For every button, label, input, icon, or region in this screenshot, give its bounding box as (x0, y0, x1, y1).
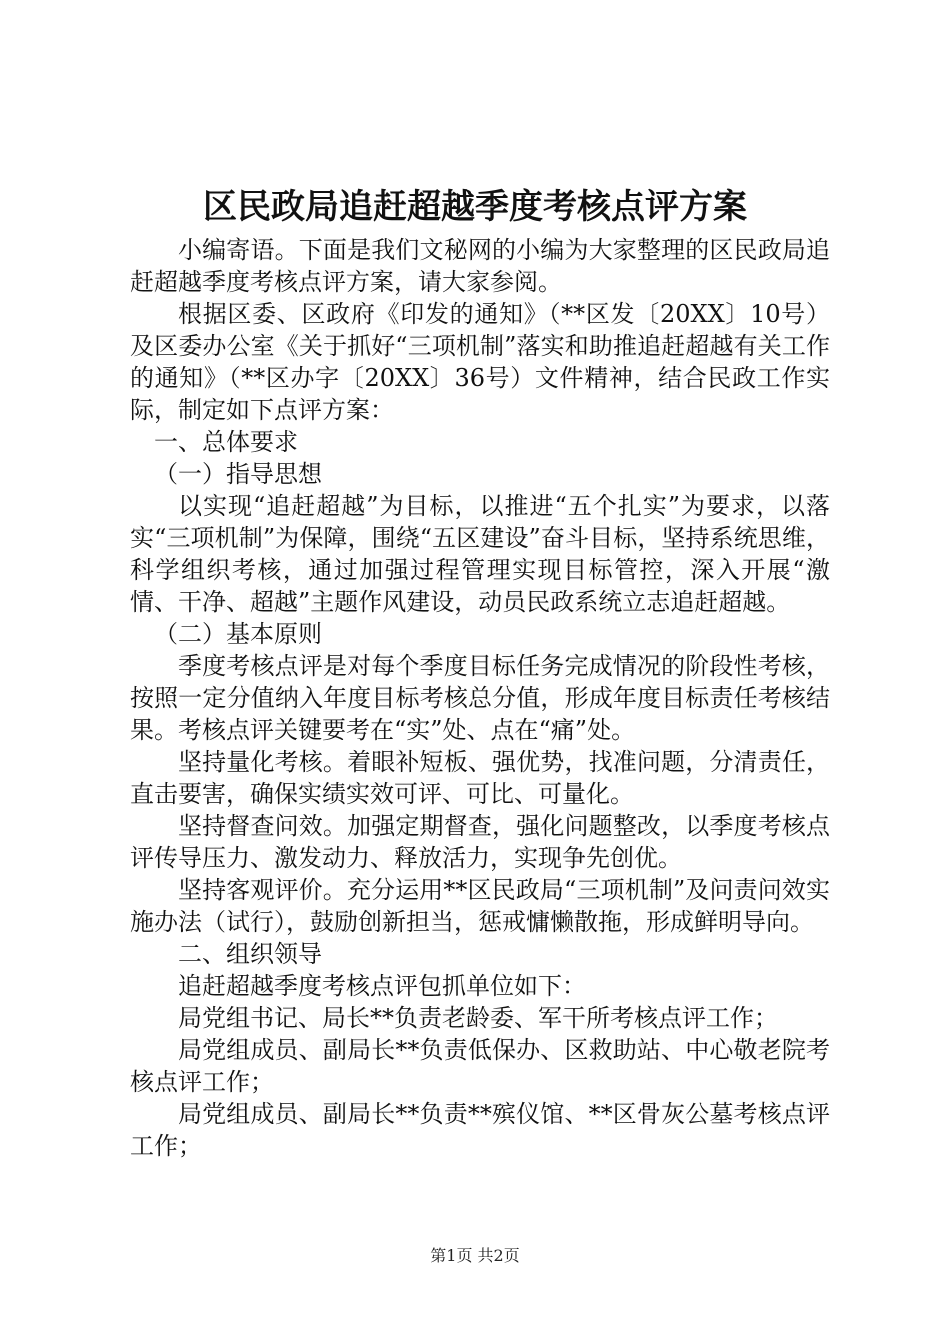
paragraph-deputy-1: 局党组成员、副局长**负责低保办、区救助站、中心敬老院考核点评工作； (130, 1036, 830, 1096)
section-heading-general: 一、总体要求 (154, 428, 298, 456)
paragraph-units: 追赶超越季度考核点评包抓单位如下： (178, 972, 586, 1000)
page-footer: 第1页 共2页 (430, 1246, 520, 1265)
paragraph-objective: 坚持客观评价。充分运用**区民政局“三项机制”及问责问效实施办法（试行），鼓励创新担当，惩戒慵懒散拖，形成鲜明导向。 (130, 876, 830, 936)
paragraph-deputy-2: 局党组成员、副局长**负责**殡仪馆、**区骨灰公墓考核点评工作； (130, 1100, 830, 1160)
document-body (130, 234, 830, 1162)
paragraph-supervise: 坚持督查问效。加强定期督查，强化问题整改，以季度考核点评传导压力、激发动力、释放活力，实现争先创优。 (130, 812, 830, 872)
paragraph-guiding: 以实现“追赶超越”为目标，以推进“五个扎实”为要求，以落实“三项机制”为保障，围绕“五区建设”奋斗目标，坚持系统思维，科学组织考核，通过加强过程管理实现目标管控，深入开展“激情、干净、超越”主题作风建设，动员民政系统立志追赶超越。 (130, 492, 830, 616)
paragraph-intro: 小编寄语。下面是我们文秘网的小编为大家整理的区民政局追赶超越季度考核点评方案，请大家参阅。 (130, 236, 830, 296)
subsection-heading-guiding: （一）指导思想 (154, 460, 322, 488)
document-title: 区民政局追赶超越季度考核点评方案 (203, 187, 747, 227)
paragraph-basis: 根据区委、区政府《印发的通知》（**区发〔20XX〕10号）及区委办公室《关于抓好“三项机制”落实和助推追赶超越有关工作的通知》（**区办字〔20XX〕36号）文件精神，结合民政工作实际，制定如下点评方案： (130, 300, 830, 424)
paragraph-quantify: 坚持量化考核。着眼补短板、强优势，找准问题，分清责任，直击要害，确保实绩实效可评、可比、可量化。 (130, 748, 830, 808)
subsection-heading-principles: （二）基本原则 (154, 620, 322, 648)
paragraph-secretary: 局党组书记、局长**负责老龄委、军干所考核点评工作； (178, 1004, 778, 1032)
paragraph-principles: 季度考核点评是对每个季度目标任务完成情况的阶段性考核，按照一定分值纳入年度目标考核总分值，形成年度目标责任考核结果。考核点评关键要考在“实”处、点在“痛”处。 (130, 652, 830, 744)
section-heading-organization: 二、组织领导 (178, 940, 322, 968)
